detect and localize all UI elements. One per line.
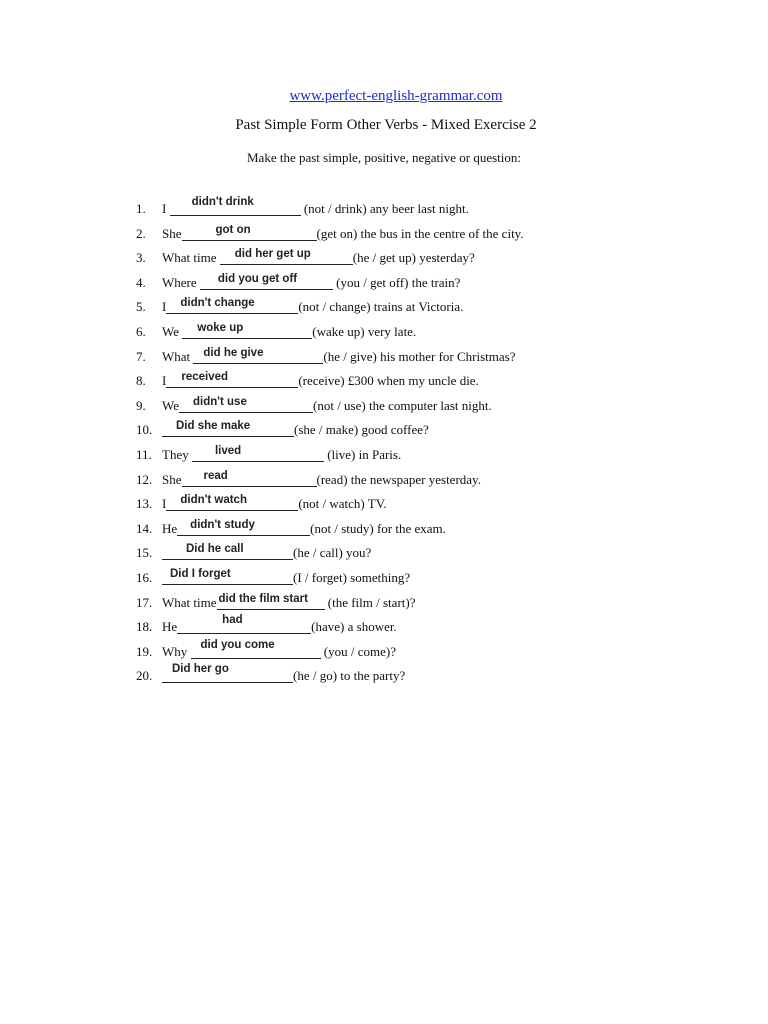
answer-blank[interactable] [162,544,293,560]
exercise-item [0,190,768,215]
answer-blank[interactable] [192,446,324,462]
answer-text: did you get off [217,272,298,285]
item-number: 7. [136,348,146,364]
text-after: (you / get off) the train? [332,274,461,290]
answer-text: read [203,469,228,482]
exercise-item [0,534,768,559]
text-after: (read) the newspaper yesterday. [316,471,481,487]
exercise-list [0,190,768,682]
item-number: 10. [136,422,153,438]
answer-text: got on [215,223,251,236]
text-before: He [162,619,178,635]
text-after: (not / use) the computer last night. [313,397,492,413]
item-number: 13. [136,496,153,512]
item-number: 3. [136,250,146,266]
text-after: (not / drink) any beer last night. [300,201,469,216]
exercise-item [0,436,768,461]
text-after: (he / call) you? [293,545,372,561]
answer-text: Did he call [186,543,244,556]
answer-blank[interactable] [166,372,298,388]
answer-blank[interactable] [217,594,325,610]
text-after: (not / study) for the exam. [310,520,446,536]
item-number: 15. [136,545,153,561]
item-number: 12. [136,471,153,487]
exercise-item [0,313,768,338]
answer-text: received [181,371,229,384]
page-title: Past Simple Form Other Verbs - Mixed Exercise 2 [235,117,537,133]
text-before: He [162,520,178,536]
answer-blank[interactable] [220,249,353,265]
text-after: (wake up) very late. [312,323,417,339]
answer-text: didn't drink [191,196,254,208]
exercise-item [0,485,768,510]
item-number: 1. [136,201,146,216]
answer-blank[interactable] [193,348,323,364]
exercise-item [0,288,768,313]
answer-blank[interactable] [182,471,317,487]
item-number: 2. [136,225,146,241]
answer-blank[interactable] [191,638,321,659]
answer-text: did the film start [218,592,308,605]
item-sentence [162,663,406,684]
exercise-item [0,608,768,633]
exercise-item [0,411,768,436]
item-number: 8. [136,373,146,389]
text-after: (not / change) trains at Victoria. [298,299,464,315]
item-number: 6. [136,323,146,339]
answer-blank[interactable] [166,495,298,511]
exercise-item [0,633,768,658]
text-before: I [162,373,167,389]
exercise-item [0,584,768,609]
text-before: I [162,299,167,315]
exercise-item [0,387,768,412]
item-number: 19. [136,643,153,659]
item-number: 4. [136,274,146,290]
text-after: (she / make) good coffee? [294,422,429,438]
answer-text: did her get up [234,248,311,261]
item-number: 17. [136,594,153,610]
text-before: We [162,397,179,413]
answer-text: didn't watch [180,494,247,507]
text-after: (he / go) to the party? [293,668,406,684]
text-before: Where [162,274,200,290]
answer-text: Did I forget [170,567,231,580]
answer-blank[interactable] [177,520,310,536]
text-after: (you / come)? [320,643,396,659]
text-after: (not / watch) TV. [298,496,387,512]
answer-blank[interactable] [170,196,301,216]
exercise-item [0,215,768,240]
text-after: (have) a shower. [311,619,397,635]
answer-blank[interactable] [182,225,317,241]
text-after: (he / get up) yesterday? [352,250,475,266]
item-number: 20. [136,668,153,684]
text-before: What [162,348,194,364]
instructions: Make the past simple, positive, negative or question: [246,150,522,165]
item-number: 18. [136,619,153,635]
text-before: They [162,446,192,462]
answer-blank[interactable] [177,614,311,634]
answer-text: woke up [197,321,244,334]
text-before: She [162,225,182,241]
answer-text: did you come [200,638,275,651]
text-before: I [162,201,170,216]
text-before: What time [162,594,217,610]
answer-blank[interactable] [182,323,312,339]
item-number: 9. [136,397,146,413]
text-before: She [162,471,182,487]
answer-blank[interactable] [166,298,298,314]
exercise-item [0,338,768,363]
answer-blank[interactable] [162,569,293,585]
site-link[interactable]: www.perfect-english-grammar.com [289,88,503,104]
answer-text: had [222,614,243,627]
answer-text: Did she make [176,420,251,433]
text-before: I [162,496,167,512]
item-number: 16. [136,569,153,585]
answer-text: did he give [203,346,264,359]
text-after: (I / forget) something? [293,569,411,585]
exercise-item [0,362,768,387]
text-after: (get on) the bus in the centre of the city. [316,225,524,241]
answer-blank[interactable] [200,274,333,290]
answer-blank[interactable] [162,421,294,437]
text-after: (receive) £300 when my uncle die. [298,373,479,389]
exercise-item [0,264,768,289]
item-number: 11. [136,446,152,462]
text-after: (the film / start)? [324,594,416,610]
text-before: Why [162,643,191,659]
answer-text: didn't use [193,395,247,408]
exercise-item [0,657,768,682]
exercise-item [0,461,768,486]
exercise-item [0,510,768,535]
answer-blank[interactable] [162,663,293,683]
exercise-item [0,239,768,264]
text-before: We [162,323,183,339]
answer-blank[interactable] [179,397,313,413]
answer-text: Did her go [172,663,229,676]
text-after: (live) in Paris. [323,446,402,462]
answer-text: didn't change [180,297,255,310]
exercise-item [0,559,768,584]
item-number: 14. [136,520,153,536]
text-after: (he / give) his mother for Christmas? [323,348,516,364]
answer-text: lived [214,444,242,457]
text-before: What time [162,250,220,266]
item-number: 5. [136,299,146,315]
answer-text: didn't study [190,518,255,531]
